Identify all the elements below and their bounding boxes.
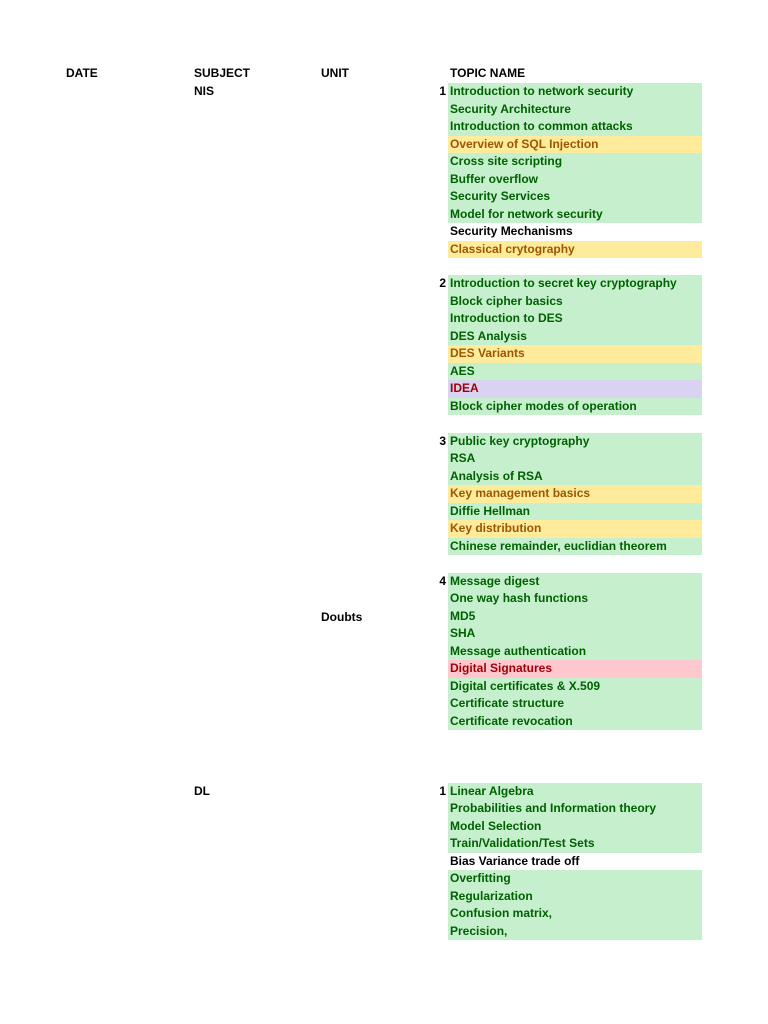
column-header-topic-name: TOPIC NAME bbox=[450, 66, 526, 80]
topic-cell[interactable]: Certificate structure bbox=[448, 695, 702, 713]
topic-cell[interactable]: Classical crytography bbox=[448, 241, 702, 259]
unit-number: 3 bbox=[439, 433, 446, 448]
topic-cell[interactable]: Train/Validation/Test Sets bbox=[448, 835, 702, 853]
topic-cell[interactable]: Bias Variance trade off bbox=[448, 853, 702, 871]
topic-cell[interactable]: Digital Signatures bbox=[448, 660, 702, 678]
topic-cell[interactable]: Message digest bbox=[448, 573, 702, 591]
topic-cell[interactable]: Confusion matrix, bbox=[448, 905, 702, 923]
topic-cell[interactable]: Buffer overflow bbox=[448, 171, 702, 189]
topic-cell[interactable]: Linear Algebra bbox=[448, 783, 702, 801]
column-header-subject: SUBJECT bbox=[194, 66, 251, 80]
topic-cell[interactable]: Analysis of RSA bbox=[448, 468, 702, 486]
topic-cell[interactable]: Digital certificates & X.509 bbox=[448, 678, 702, 696]
topic-cell[interactable]: Cross site scripting bbox=[448, 153, 702, 171]
topic-cell[interactable]: MD5 bbox=[448, 608, 702, 626]
topic-cell[interactable]: Key distribution bbox=[448, 520, 702, 538]
topic-cell[interactable]: DES Variants bbox=[448, 345, 702, 363]
topic-cell[interactable]: Precision, bbox=[448, 923, 702, 941]
column-header-unit: UNIT bbox=[321, 66, 349, 80]
topic-cell[interactable]: Model for network security bbox=[448, 206, 702, 224]
unit-number: 1 bbox=[439, 783, 446, 798]
topic-cell[interactable]: Introduction to common attacks bbox=[448, 118, 702, 136]
topic-cell[interactable]: One way hash functions bbox=[448, 590, 702, 608]
column-header-date: DATE bbox=[66, 66, 98, 80]
topic-cell[interactable]: Diffie Hellman bbox=[448, 503, 702, 521]
topic-cell[interactable]: Introduction to DES bbox=[448, 310, 702, 328]
unit-label: Doubts bbox=[321, 609, 363, 624]
subject-label: NIS bbox=[194, 84, 215, 98]
topic-cell[interactable]: RSA bbox=[448, 450, 702, 468]
topic-cell[interactable]: SHA bbox=[448, 625, 702, 643]
topic-cell[interactable]: Introduction to network security bbox=[448, 83, 702, 101]
topic-cell[interactable]: Introduction to secret key cryptography bbox=[448, 275, 702, 293]
topic-cell[interactable]: Probabilities and Information theory bbox=[448, 800, 702, 818]
topic-cell[interactable]: Overfitting bbox=[448, 870, 702, 888]
topic-cell[interactable]: Security Services bbox=[448, 188, 702, 206]
topic-cell[interactable]: Block cipher basics bbox=[448, 293, 702, 311]
topic-cell[interactable]: Public key cryptography bbox=[448, 433, 702, 451]
topic-cell[interactable]: Security Mechanisms bbox=[448, 223, 702, 241]
topic-cell[interactable]: Overview of SQL Injection bbox=[448, 136, 702, 154]
topic-cell[interactable]: Message authentication bbox=[448, 643, 702, 661]
unit-number: 1 bbox=[439, 84, 446, 98]
topic-cell[interactable]: Regularization bbox=[448, 888, 702, 906]
topic-cell[interactable]: Model Selection bbox=[448, 818, 702, 836]
topic-cell[interactable]: Certificate revocation bbox=[448, 713, 702, 731]
topic-cell[interactable]: AES bbox=[448, 363, 702, 381]
topic-cell[interactable]: IDEA bbox=[448, 380, 702, 398]
unit-number: 2 bbox=[439, 276, 446, 290]
topic-cell[interactable]: DES Analysis bbox=[448, 328, 702, 346]
unit-number: 4 bbox=[439, 573, 446, 588]
subject-label: DL bbox=[194, 783, 210, 798]
topic-cell[interactable]: Key management basics bbox=[448, 485, 702, 503]
topic-cell[interactable]: Chinese remainder, euclidian theorem bbox=[448, 538, 702, 556]
topic-cell[interactable]: Block cipher modes of operation bbox=[448, 398, 702, 416]
topic-cell[interactable]: Security Architecture bbox=[448, 101, 702, 119]
